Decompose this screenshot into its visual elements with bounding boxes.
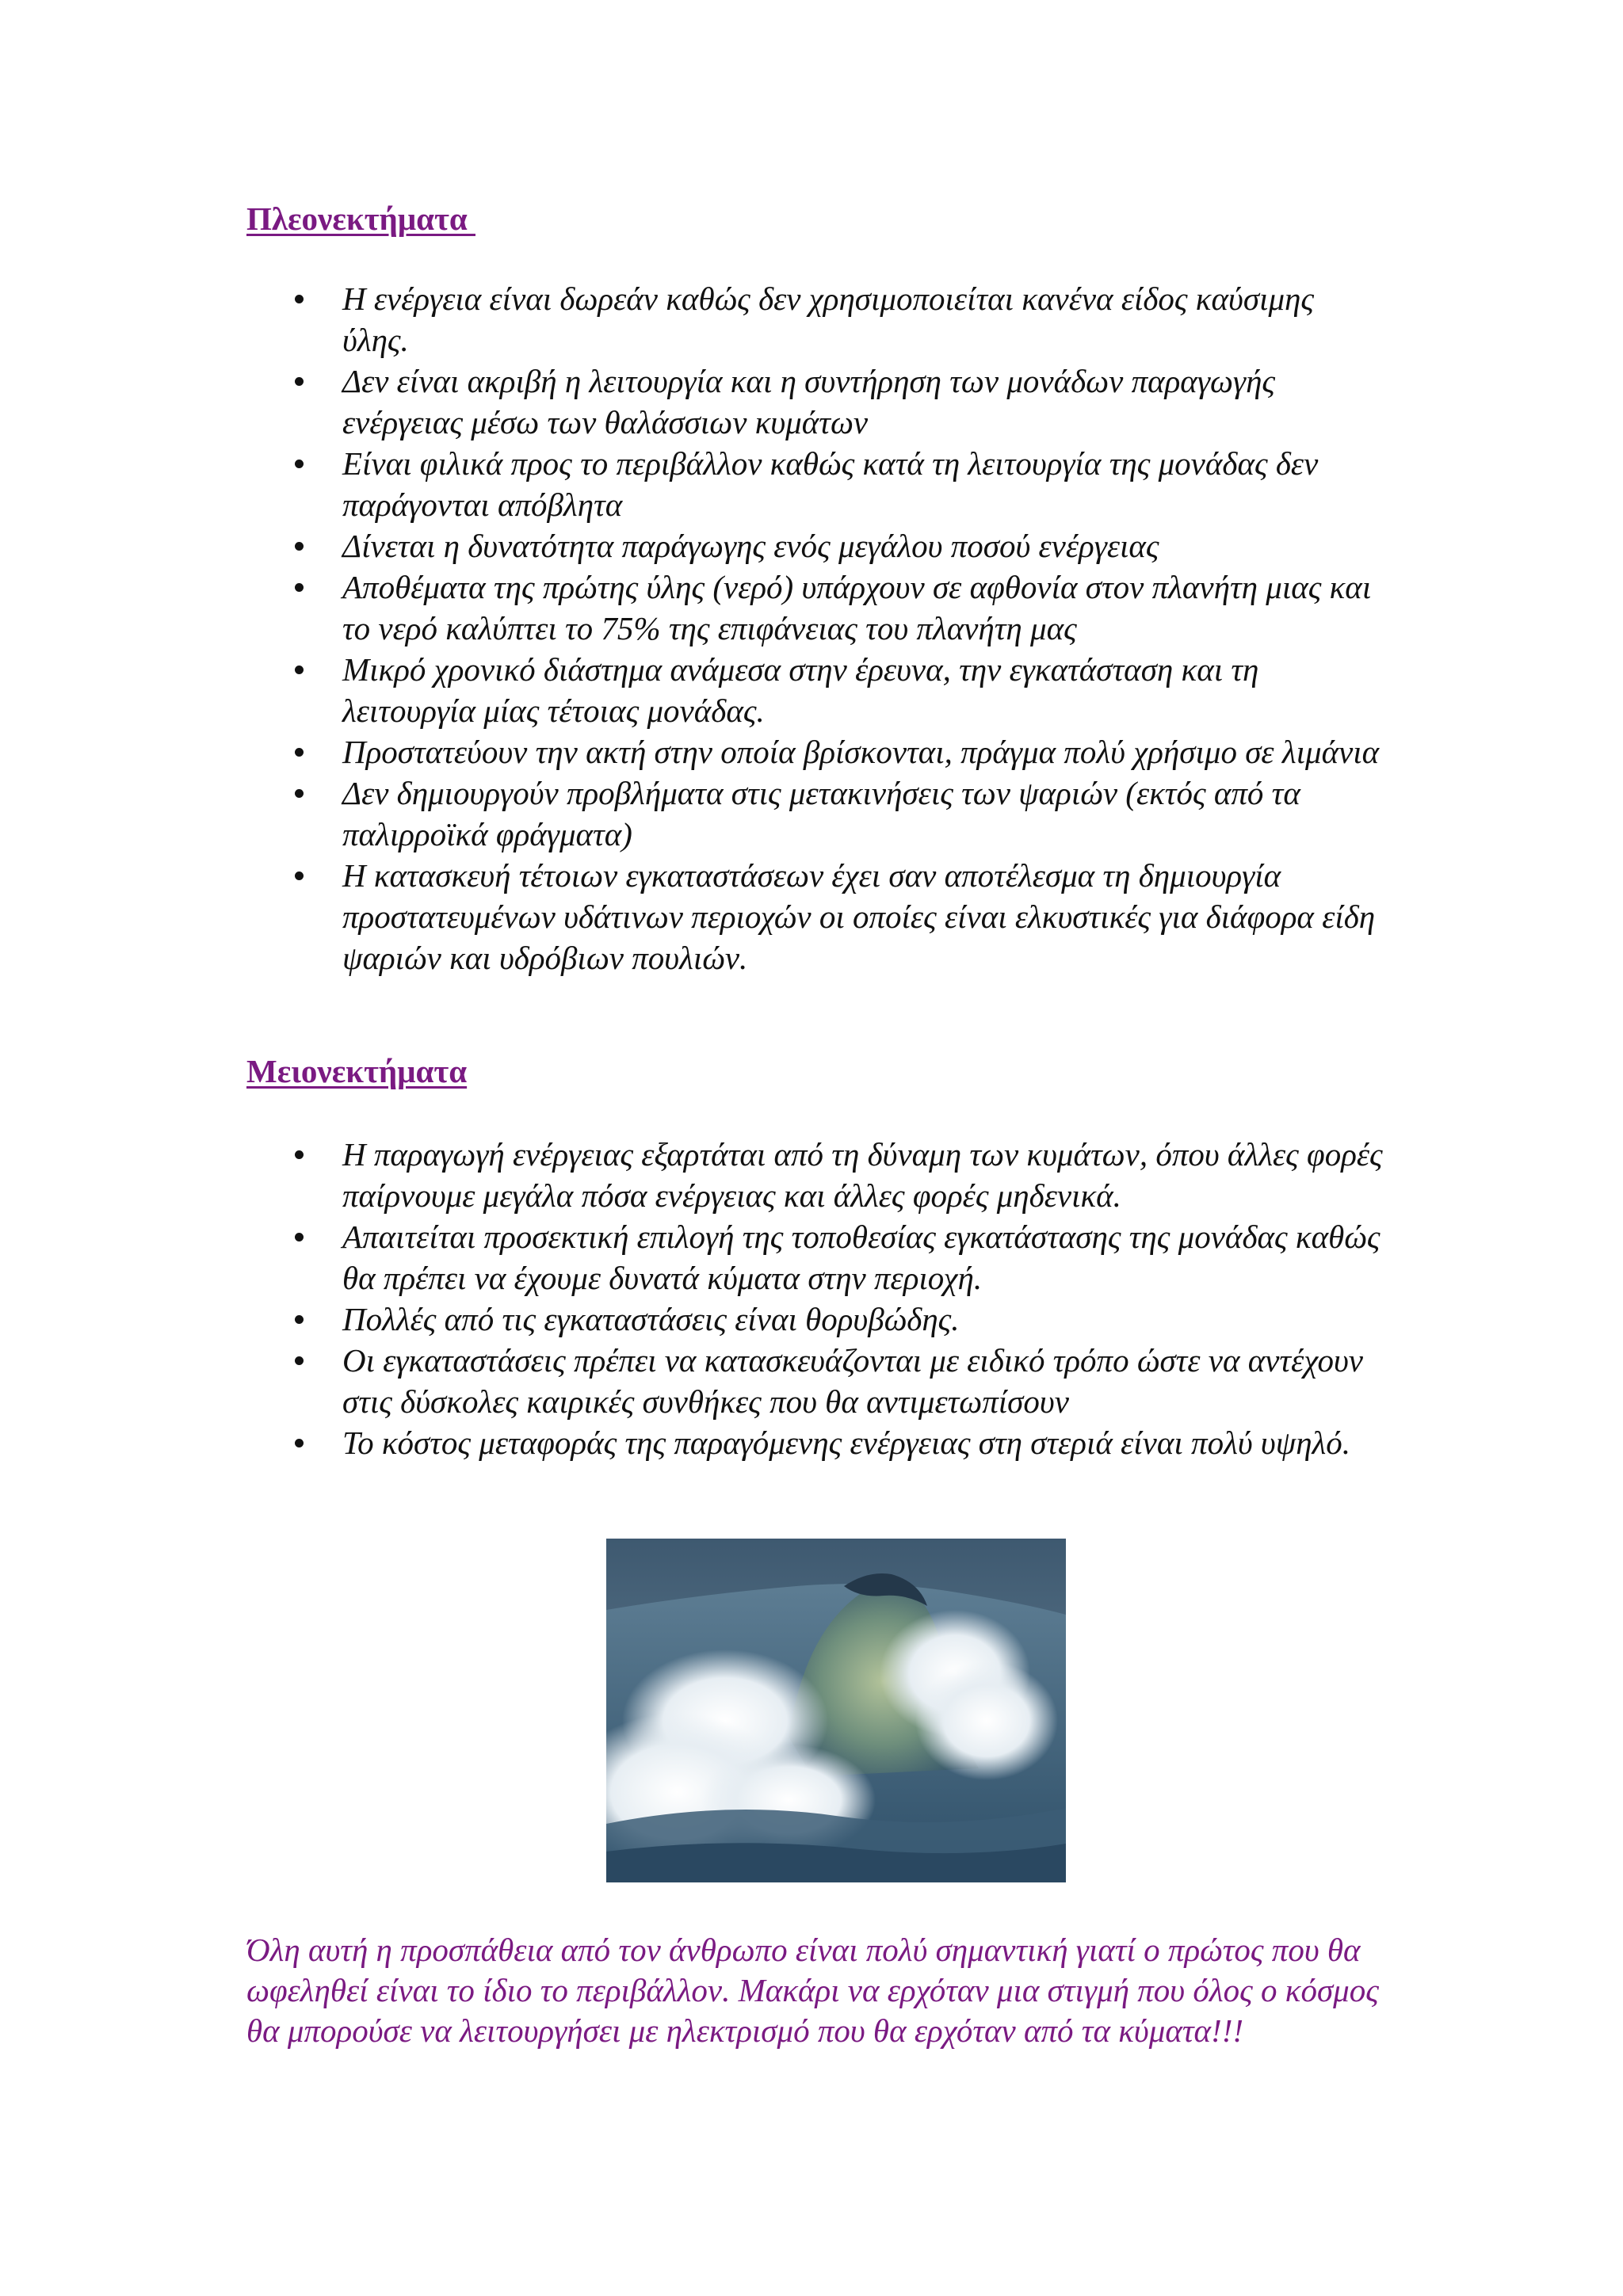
advantage-item: Δίνεται η δυνατότητα παράγωγης ενός μεγάλου ποσού ενέργειας (342, 525, 1388, 566)
advantage-item: Προστατεύουν την ακτή στην οποία βρίσκονται, πράγμα πολύ χρήσιμο σε λιμάνια (342, 731, 1388, 772)
advantage-item: Είναι φιλικά προς το περιβάλλον καθώς κατά τη λειτουργία της μονάδας δεν παράγονται απόβλητα (342, 443, 1388, 525)
advantage-item: Μικρό χρονικό διάστημα ανάμεσα στην έρευνα, την εγκατάσταση και τη λειτουργία μίας τέτοιας μονάδας. (342, 649, 1388, 731)
advantage-item: Δεν είναι ακριβή η λειτουργία και η συντήρηση των μονάδων παραγωγής ενέργειας μέσω των θαλάσσιων κυμάτων (342, 360, 1388, 443)
disadvantages-list (342, 1134, 1388, 1463)
advantage-item: Η ενέργεια είναι δωρεάν καθώς δεν χρησιμοποιείται κανένα είδος καύσιμης ύλης. (342, 278, 1388, 360)
disadvantage-item: Οι εγκαταστάσεις πρέπει να κατασκευάζονται με ειδικό τρόπο ώστε να αντέχουν στις δύσκολες καιρικές συνθήκες που θα αντιμετωπίσουν (342, 1340, 1388, 1422)
disadvantages-heading: Μειονεκτήματα (246, 1053, 468, 1089)
closing-paragraph: Όλη αυτή η προσπάθεια από τον άνθρωπο είναι πολύ σημαντική γιατί ο πρώτος που θα ωφεληθεί είναι το ίδιο το περιβάλλον. Μακάρι να ερχόταν μια στιγμή που όλος ο κόσμος θα μπορούσε να λειτουργήσει με ηλεκτρισμό που θα ερχόταν από τα κύματα!!! (246, 1932, 1379, 2049)
disadvantage-item: Η παραγωγή ενέργειας εξαρτάται από τη δύναμη των κυμάτων, όπου άλλες φορές παίρνουμε μεγάλα πόσα ενέργειας και άλλες φορές μηδενικά. (342, 1134, 1388, 1216)
advantage-item: Δεν δημιουργούν προβλήματα στις μετακινήσεις των ψαριών (εκτός από τα παλιρροϊκά φράγματα) (342, 772, 1388, 855)
disadvantage-item: Το κόστος μεταφοράς της παραγόμενης ενέργειας στη στεριά είναι πολύ υψηλό. (342, 1422, 1388, 1463)
advantages-heading: Πλεονεκτήματα (246, 200, 475, 237)
ocean-wave-image (606, 1539, 1066, 1882)
advantage-item: Η κατασκευή τέτοιων εγκαταστάσεων έχει σαν αποτέλεσμα τη δημιουργία προστατευμένων υδάτινων περιοχών οι οποίες είναι ελκυστικές για διάφορα είδη ψαριών και υδρόβιων πουλιών. (342, 855, 1388, 978)
disadvantage-item: Απαιτείται προσεκτική επιλογή της τοποθεσίας εγκατάστασης της μονάδας καθώς θα πρέπει να έχουμε δυνατά κύματα στην περιοχή. (342, 1216, 1388, 1299)
disadvantage-item: Πολλές από τις εγκαταστάσεις είναι θορυβώδης. (342, 1299, 1388, 1340)
advantage-item: Αποθέματα της πρώτης ύλης (νερό) υπάρχουν σε αφθονία στον πλανήτη μιας και το νερό καλύπτει το 75% της επιφάνειας του πλανήτη μας (342, 566, 1388, 649)
advantages-list (342, 278, 1388, 978)
